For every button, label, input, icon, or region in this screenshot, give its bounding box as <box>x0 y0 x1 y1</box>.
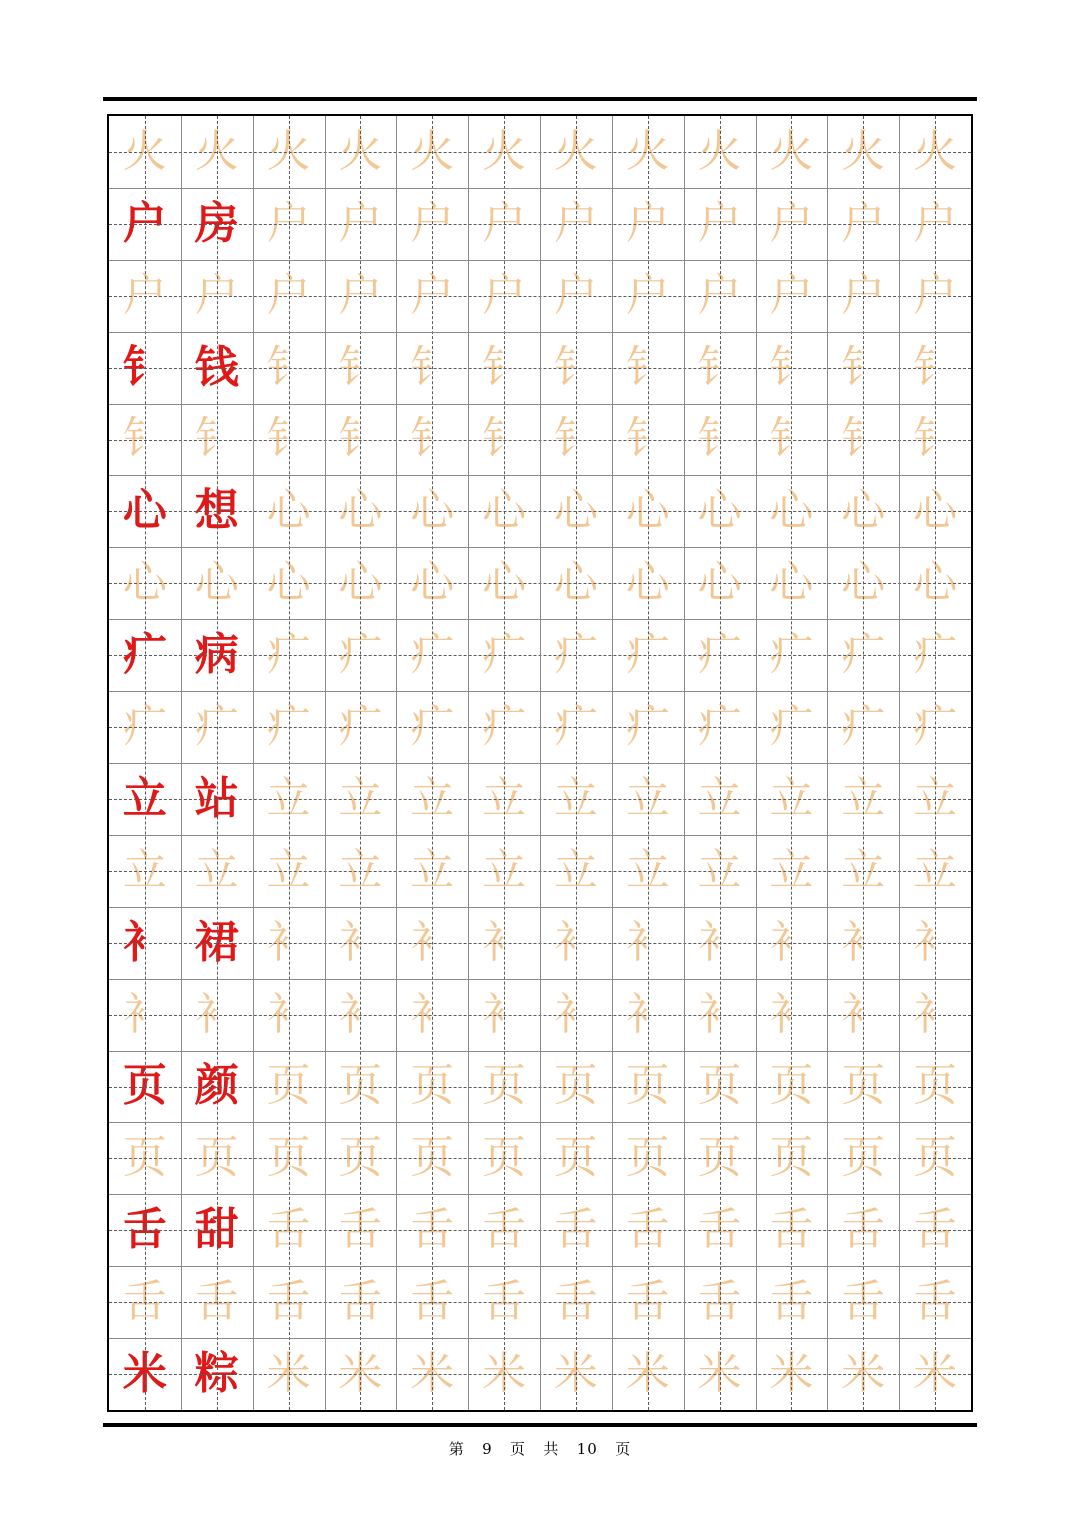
trace-character: 疒 <box>338 701 383 753</box>
trace-character: 户 <box>338 269 383 321</box>
trace-character: 立 <box>697 772 742 824</box>
trace-character: 户 <box>338 197 383 249</box>
trace-character: 衤 <box>841 916 886 968</box>
trace-character: 心 <box>841 485 886 537</box>
trace-character: 立 <box>841 844 886 896</box>
trace-character: 衤 <box>553 988 598 1040</box>
trace-character: 衤 <box>769 988 814 1040</box>
trace-character: 舌 <box>625 1276 670 1328</box>
trace-character: 户 <box>913 197 958 249</box>
footer-page-number: 9 <box>482 1440 493 1458</box>
trace-character: 心 <box>410 557 455 609</box>
trace-character: 页 <box>266 1060 311 1112</box>
trace-character: 衤 <box>266 988 311 1040</box>
model-character: 页 <box>122 1060 167 1112</box>
trace-character: 钅 <box>194 413 239 465</box>
trace-character: 舌 <box>338 1276 383 1328</box>
trace-character: 舌 <box>553 1204 598 1256</box>
trace-character: 火 <box>553 125 598 177</box>
trace-character: 疒 <box>625 701 670 753</box>
trace-character: 页 <box>266 1132 311 1184</box>
trace-character: 疒 <box>841 629 886 681</box>
footer-page-unit: 页 <box>510 1440 527 1458</box>
model-character: 站 <box>194 772 239 824</box>
trace-character: 疒 <box>482 701 527 753</box>
trace-character: 舌 <box>697 1204 742 1256</box>
trace-character: 衤 <box>410 988 455 1040</box>
trace-character: 舌 <box>553 1276 598 1328</box>
trace-character: 舌 <box>338 1204 383 1256</box>
model-character: 想 <box>194 485 239 537</box>
trace-character: 疒 <box>769 701 814 753</box>
trace-character: 衤 <box>625 988 670 1040</box>
trace-character: 疒 <box>913 629 958 681</box>
trace-character: 舌 <box>913 1276 958 1328</box>
trace-character: 舌 <box>769 1276 814 1328</box>
trace-character: 衤 <box>553 916 598 968</box>
trace-character: 心 <box>553 485 598 537</box>
trace-character: 心 <box>482 485 527 537</box>
trace-character: 米 <box>410 1348 455 1400</box>
trace-character: 立 <box>266 844 311 896</box>
trace-character: 页 <box>913 1060 958 1112</box>
trace-character: 钅 <box>122 413 167 465</box>
trace-character: 疒 <box>266 629 311 681</box>
trace-character: 户 <box>410 197 455 249</box>
trace-character: 立 <box>482 844 527 896</box>
trace-character: 钅 <box>266 413 311 465</box>
trace-character: 心 <box>553 557 598 609</box>
trace-character: 衤 <box>194 988 239 1040</box>
trace-character: 疒 <box>841 701 886 753</box>
column-divider <box>612 116 613 1410</box>
trace-character: 米 <box>697 1348 742 1400</box>
trace-character: 疒 <box>122 701 167 753</box>
trace-character: 疒 <box>194 701 239 753</box>
trace-character: 心 <box>913 557 958 609</box>
trace-character: 钅 <box>266 341 311 393</box>
page-footer <box>0 1438 1080 1459</box>
column-divider <box>468 116 469 1410</box>
column-divider <box>684 116 685 1410</box>
trace-character: 立 <box>625 844 670 896</box>
trace-character: 钅 <box>410 413 455 465</box>
trace-character: 米 <box>841 1348 886 1400</box>
trace-character: 立 <box>338 844 383 896</box>
trace-character: 火 <box>913 125 958 177</box>
trace-character: 衤 <box>913 916 958 968</box>
trace-character: 户 <box>625 269 670 321</box>
trace-character: 米 <box>553 1348 598 1400</box>
column-divider <box>540 116 541 1410</box>
trace-character: 钅 <box>769 413 814 465</box>
trace-character: 立 <box>913 844 958 896</box>
trace-character: 钅 <box>553 341 598 393</box>
trace-character: 钅 <box>841 341 886 393</box>
trace-character: 心 <box>697 485 742 537</box>
trace-character: 立 <box>697 844 742 896</box>
trace-character: 舌 <box>913 1204 958 1256</box>
trace-character: 舌 <box>194 1276 239 1328</box>
trace-character: 钅 <box>625 341 670 393</box>
trace-character: 心 <box>913 485 958 537</box>
trace-character: 心 <box>410 485 455 537</box>
trace-character: 疒 <box>769 629 814 681</box>
trace-character: 心 <box>769 485 814 537</box>
trace-character: 页 <box>913 1132 958 1184</box>
trace-character: 疒 <box>410 629 455 681</box>
trace-character: 火 <box>841 125 886 177</box>
trace-character: 钅 <box>913 341 958 393</box>
trace-character: 火 <box>625 125 670 177</box>
trace-character: 疒 <box>697 629 742 681</box>
trace-character: 疒 <box>553 629 598 681</box>
trace-character: 页 <box>697 1132 742 1184</box>
trace-character: 户 <box>410 269 455 321</box>
trace-character: 衤 <box>338 988 383 1040</box>
trace-character: 户 <box>553 197 598 249</box>
trace-character: 立 <box>913 772 958 824</box>
trace-character: 疒 <box>410 701 455 753</box>
trace-character: 户 <box>122 269 167 321</box>
trace-character: 钅 <box>913 413 958 465</box>
trace-character: 钅 <box>697 341 742 393</box>
trace-character: 心 <box>841 557 886 609</box>
column-divider <box>899 116 900 1410</box>
trace-character: 钅 <box>338 341 383 393</box>
trace-character: 钅 <box>482 413 527 465</box>
trace-character: 户 <box>625 197 670 249</box>
trace-character: 疒 <box>266 701 311 753</box>
trace-character: 心 <box>625 557 670 609</box>
trace-character: 户 <box>697 269 742 321</box>
trace-character: 立 <box>553 772 598 824</box>
footer-total-pages: 10 <box>576 1440 598 1458</box>
trace-character: 页 <box>769 1060 814 1112</box>
trace-character: 心 <box>338 485 383 537</box>
trace-character: 衤 <box>338 916 383 968</box>
trace-character: 页 <box>841 1060 886 1112</box>
trace-character: 户 <box>769 197 814 249</box>
trace-character: 立 <box>769 772 814 824</box>
trace-character: 户 <box>194 269 239 321</box>
trace-character: 衤 <box>625 916 670 968</box>
trace-character: 户 <box>266 197 311 249</box>
model-character: 舌 <box>122 1204 167 1256</box>
trace-character: 心 <box>482 557 527 609</box>
trace-character: 钅 <box>482 341 527 393</box>
trace-character: 衤 <box>122 988 167 1040</box>
trace-character: 页 <box>410 1132 455 1184</box>
trace-character: 钅 <box>841 413 886 465</box>
trace-character: 舌 <box>266 1276 311 1328</box>
trace-character: 页 <box>625 1132 670 1184</box>
trace-character: 页 <box>122 1132 167 1184</box>
model-character: 立 <box>122 772 167 824</box>
trace-character: 立 <box>338 772 383 824</box>
bottom-rule <box>103 1423 977 1427</box>
trace-character: 衤 <box>482 988 527 1040</box>
model-character: 粽 <box>194 1348 239 1400</box>
model-character: 米 <box>122 1348 167 1400</box>
trace-character: 衤 <box>913 988 958 1040</box>
trace-character: 立 <box>841 772 886 824</box>
trace-character: 衤 <box>769 916 814 968</box>
model-character: 户 <box>122 197 167 249</box>
trace-character: 衤 <box>841 988 886 1040</box>
trace-character: 米 <box>625 1348 670 1400</box>
trace-character: 页 <box>410 1060 455 1112</box>
trace-character: 疒 <box>913 701 958 753</box>
trace-character: 页 <box>338 1060 383 1112</box>
trace-character: 心 <box>194 557 239 609</box>
trace-character: 页 <box>553 1060 598 1112</box>
trace-character: 疒 <box>553 701 598 753</box>
trace-character: 钅 <box>410 341 455 393</box>
trace-character: 心 <box>338 557 383 609</box>
trace-character: 火 <box>482 125 527 177</box>
trace-character: 户 <box>482 197 527 249</box>
trace-character: 立 <box>410 772 455 824</box>
trace-character: 页 <box>482 1132 527 1184</box>
trace-character: 舌 <box>697 1276 742 1328</box>
trace-character: 页 <box>625 1060 670 1112</box>
trace-character: 衤 <box>697 916 742 968</box>
trace-character: 米 <box>266 1348 311 1400</box>
trace-character: 立 <box>122 844 167 896</box>
trace-character: 火 <box>769 125 814 177</box>
trace-character: 舌 <box>841 1276 886 1328</box>
trace-character: 页 <box>769 1132 814 1184</box>
trace-character: 钅 <box>697 413 742 465</box>
trace-character: 舌 <box>769 1204 814 1256</box>
trace-character: 舌 <box>266 1204 311 1256</box>
trace-character: 页 <box>553 1132 598 1184</box>
trace-character: 户 <box>482 269 527 321</box>
trace-character: 户 <box>841 269 886 321</box>
trace-character: 立 <box>266 772 311 824</box>
top-rule <box>103 97 977 101</box>
model-character: 衤 <box>122 916 167 968</box>
model-character: 钅 <box>122 341 167 393</box>
column-divider <box>253 116 254 1410</box>
trace-character: 页 <box>482 1060 527 1112</box>
trace-character: 户 <box>553 269 598 321</box>
trace-character: 舌 <box>410 1276 455 1328</box>
trace-character: 舌 <box>625 1204 670 1256</box>
model-character: 裙 <box>194 916 239 968</box>
trace-character: 钅 <box>625 413 670 465</box>
trace-character: 舌 <box>482 1204 527 1256</box>
trace-character: 户 <box>769 269 814 321</box>
model-character: 钱 <box>194 341 239 393</box>
trace-character: 心 <box>266 485 311 537</box>
trace-character: 火 <box>410 125 455 177</box>
trace-character: 立 <box>482 772 527 824</box>
trace-character: 钅 <box>553 413 598 465</box>
trace-character: 户 <box>913 269 958 321</box>
model-character: 疒 <box>122 629 167 681</box>
footer-prefix: 第 <box>448 1440 465 1458</box>
trace-character: 米 <box>338 1348 383 1400</box>
footer-total-prefix: 共 <box>543 1440 560 1458</box>
trace-character: 钅 <box>338 413 383 465</box>
trace-character: 心 <box>266 557 311 609</box>
trace-character: 衤 <box>697 988 742 1040</box>
trace-character: 立 <box>625 772 670 824</box>
trace-character: 米 <box>913 1348 958 1400</box>
trace-character: 页 <box>338 1132 383 1184</box>
trace-character: 钅 <box>769 341 814 393</box>
trace-character: 页 <box>194 1132 239 1184</box>
trace-character: 米 <box>482 1348 527 1400</box>
trace-character: 米 <box>769 1348 814 1400</box>
trace-character: 火 <box>338 125 383 177</box>
model-character: 甜 <box>194 1204 239 1256</box>
column-divider <box>827 116 828 1410</box>
trace-character: 户 <box>697 197 742 249</box>
model-character: 颜 <box>194 1060 239 1112</box>
trace-character: 火 <box>194 125 239 177</box>
trace-character: 户 <box>841 197 886 249</box>
model-character: 病 <box>194 629 239 681</box>
trace-character: 疒 <box>625 629 670 681</box>
trace-character: 页 <box>841 1132 886 1184</box>
column-divider <box>396 116 397 1410</box>
trace-character: 舌 <box>410 1204 455 1256</box>
trace-character: 衤 <box>410 916 455 968</box>
trace-character: 衤 <box>266 916 311 968</box>
trace-character: 火 <box>697 125 742 177</box>
model-character: 心 <box>122 485 167 537</box>
trace-character: 火 <box>266 125 311 177</box>
practice-grid <box>107 114 973 1412</box>
trace-character: 心 <box>122 557 167 609</box>
trace-character: 立 <box>553 844 598 896</box>
trace-character: 户 <box>266 269 311 321</box>
trace-character: 舌 <box>841 1204 886 1256</box>
trace-character: 心 <box>697 557 742 609</box>
trace-character: 舌 <box>482 1276 527 1328</box>
trace-character: 衤 <box>482 916 527 968</box>
trace-character: 立 <box>769 844 814 896</box>
trace-character: 疒 <box>697 701 742 753</box>
trace-character: 疒 <box>338 629 383 681</box>
trace-character: 火 <box>122 125 167 177</box>
column-divider <box>756 116 757 1410</box>
footer-total-unit: 页 <box>615 1440 632 1458</box>
column-divider <box>325 116 326 1410</box>
column-divider <box>181 116 182 1410</box>
trace-character: 心 <box>769 557 814 609</box>
model-character: 房 <box>194 197 239 249</box>
trace-character: 立 <box>194 844 239 896</box>
trace-character: 页 <box>697 1060 742 1112</box>
trace-character: 疒 <box>482 629 527 681</box>
trace-character: 心 <box>625 485 670 537</box>
trace-character: 舌 <box>122 1276 167 1328</box>
trace-character: 立 <box>410 844 455 896</box>
